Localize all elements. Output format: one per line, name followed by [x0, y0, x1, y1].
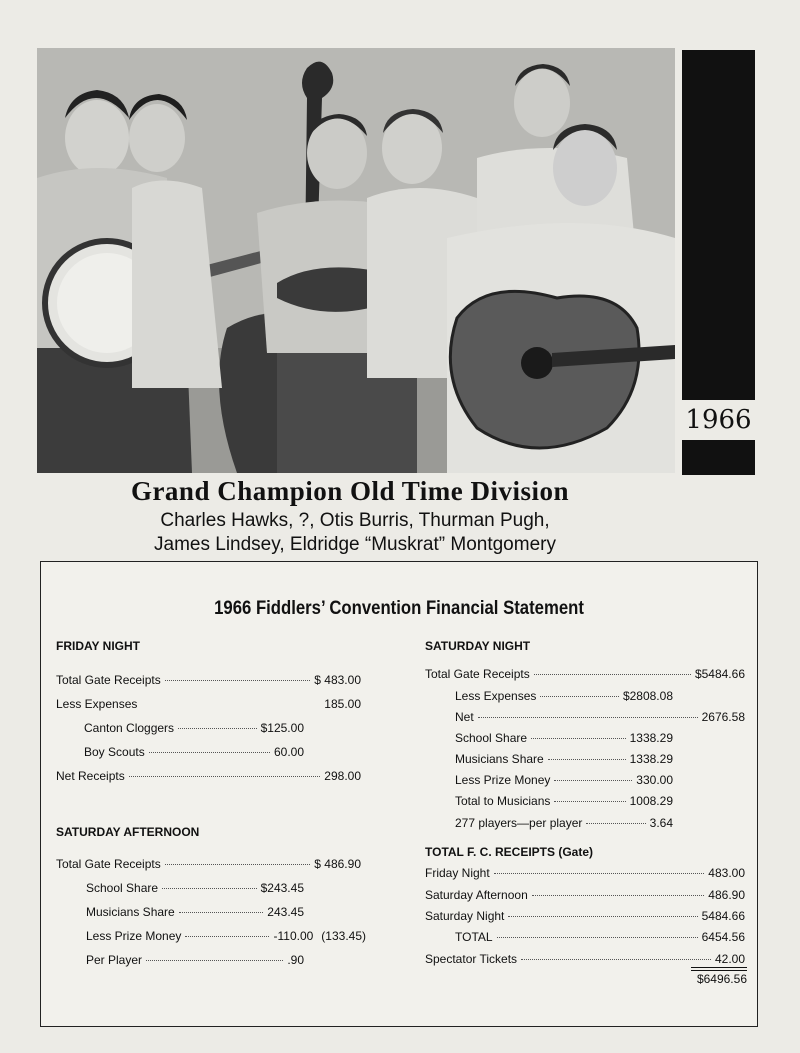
row-value: 1338.29	[629, 752, 673, 766]
friday-row-net-receipts	[56, 766, 361, 786]
row-value: $ 486.90	[314, 857, 361, 871]
row-label: Less Expenses	[56, 697, 138, 711]
row-value: 486.90	[708, 888, 745, 902]
row-value: .90	[287, 953, 304, 967]
row-label: Total Gate Receipts	[56, 673, 161, 687]
section-heading-friday: FRIDAY NIGHT	[56, 639, 141, 653]
friday-row-less-expenses	[56, 694, 361, 714]
row-value: 185.00	[324, 697, 361, 711]
night-row-musicians-share	[455, 749, 673, 769]
row-label: Net Receipts	[56, 769, 125, 783]
row-label: Total Gate Receipts	[56, 857, 161, 871]
row-value: $125.00	[260, 721, 304, 735]
row-label: School Share	[86, 881, 159, 895]
row-value: $5484.66	[694, 667, 745, 681]
row-value: 5484.66	[701, 909, 745, 923]
year-bar-top-block	[682, 50, 755, 400]
row-extra-value: (133.45)	[321, 929, 366, 943]
night-row-per-player	[455, 813, 673, 833]
row-value: 243.45	[267, 905, 304, 919]
row-value: 298.00	[324, 769, 361, 783]
afternoon-row-less-prize-money	[86, 926, 366, 946]
row-label: School Share	[455, 731, 528, 745]
statement-title: 1966 Fiddlers’ Convention Financial Statement	[214, 598, 584, 619]
grand-total-row	[691, 969, 747, 989]
row-value: 42.00	[714, 952, 745, 966]
night-row-less-expenses	[455, 686, 673, 706]
afternoon-row-total-gate	[56, 854, 361, 874]
band-photograph	[37, 48, 675, 473]
afternoon-row-school-share	[86, 878, 304, 898]
friday-row-boy-scouts	[84, 742, 304, 762]
row-label: Boy Scouts	[84, 745, 145, 759]
row-value: 6454.56	[701, 930, 745, 944]
row-label: TOTAL	[455, 930, 493, 944]
grand-total-value: $6496.56	[696, 972, 747, 986]
night-row-total-gate	[425, 664, 745, 684]
friday-row-total-gate	[56, 670, 361, 690]
row-label: Musicians Share	[455, 752, 544, 766]
night-row-net	[455, 707, 745, 727]
night-row-school-share	[455, 728, 673, 748]
night-row-less-prize-money	[455, 770, 673, 790]
section-heading-total-receipts: TOTAL F. C. RECEIPTS (Gate)	[425, 845, 594, 859]
row-label: Per Player	[86, 953, 143, 967]
year-label: 1966	[685, 405, 752, 435]
afternoon-row-musicians-share	[86, 902, 304, 922]
row-label: Friday Night	[425, 866, 490, 880]
totals-row-spectator-tickets	[425, 949, 745, 969]
row-label: Less Expenses	[455, 689, 537, 703]
row-value: $2808.08	[622, 689, 673, 703]
row-label: Musicians Share	[86, 905, 175, 919]
row-label: Spectator Tickets	[425, 952, 518, 966]
section-heading-saturday-night: SATURDAY NIGHT	[425, 639, 531, 653]
totals-row-total	[455, 927, 745, 947]
row-label: Net	[455, 710, 474, 724]
friday-row-canton-cloggers	[84, 718, 304, 738]
year-bar-bottom-block	[682, 440, 755, 475]
row-value: 2676.58	[701, 710, 745, 724]
totals-row-saturday-afternoon	[425, 885, 745, 905]
row-value: $ 483.00	[314, 673, 361, 687]
row-label: Saturday Afternoon	[425, 888, 528, 902]
row-label: Saturday Night	[425, 909, 505, 923]
row-label: Total Gate Receipts	[425, 667, 530, 681]
row-value: 1338.29	[629, 731, 673, 745]
row-label: Total to Musicians	[455, 794, 551, 808]
row-label: Less Prize Money	[455, 773, 551, 787]
band-photo-illustration	[37, 48, 675, 473]
row-label: Canton Cloggers	[84, 721, 175, 735]
totals-row-friday	[425, 863, 745, 883]
row-label: Less Prize Money	[86, 929, 182, 943]
row-value: -110.00	[273, 929, 314, 943]
afternoon-row-per-player	[86, 950, 304, 970]
caption-names-line-2: James Lindsey, Eldridge “Muskrat” Montgomery	[154, 534, 556, 555]
totals-row-saturday-night	[425, 906, 745, 926]
night-row-total-to-musicians	[455, 791, 673, 811]
year-sidebar	[682, 50, 755, 475]
row-value: 3.64	[649, 816, 673, 830]
section-heading-saturday-afternoon: SATURDAY AFTERNOON	[56, 825, 200, 839]
caption-names-line-1: Charles Hawks, ?, Otis Burris, Thurman Pugh,	[160, 510, 550, 531]
row-label: 277 players—per player	[455, 816, 583, 830]
row-value: 1008.29	[629, 794, 673, 808]
caption-title: Grand Champion Old Time Division	[130, 476, 570, 506]
row-value: 60.00	[273, 745, 304, 759]
row-value: $243.45	[260, 881, 304, 895]
row-value: 330.00	[636, 773, 673, 787]
row-value: 483.00	[708, 866, 745, 880]
financial-statement-box	[40, 561, 758, 1027]
